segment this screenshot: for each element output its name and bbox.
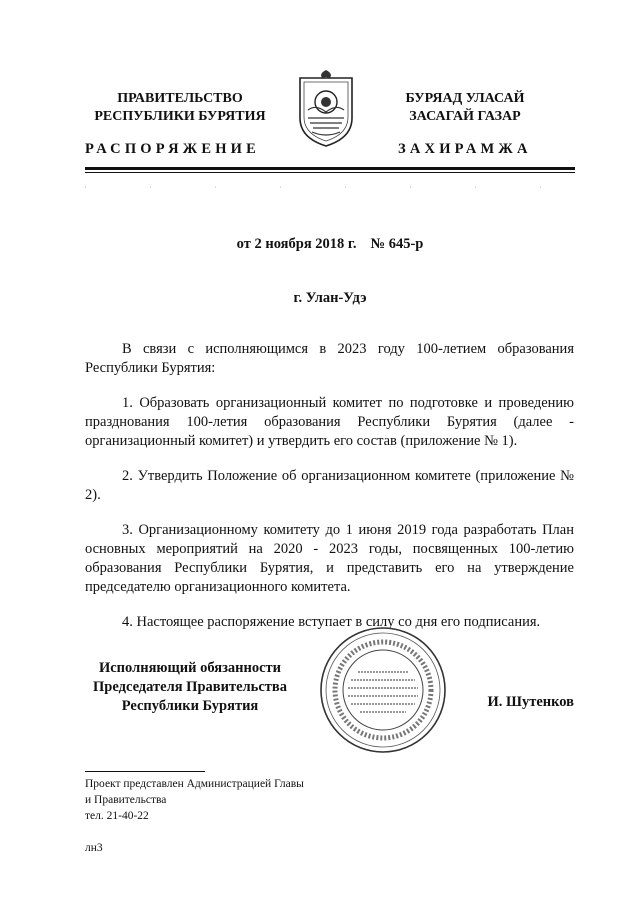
signatory-title-line1: Исполняющий обязанности [98, 660, 282, 676]
government-name-line2: РЕСПУБЛИКИ БУРЯТИЯ [94, 109, 266, 124]
footer-code: лн3 [85, 842, 103, 854]
document-date-number [85, 236, 575, 253]
body-paragraph: 2. Утвердить Положение об организационном комитете (приложение № 2). [85, 468, 574, 503]
document-type-buryat: ЗАХИРАМЖА [398, 141, 532, 157]
footer-note [85, 776, 304, 824]
document-date: от 2 ноября 2018 г. [236, 236, 357, 252]
document-number: № 645-р [370, 236, 424, 252]
government-name-line1: ПРАВИТЕЛЬСТВО [117, 91, 243, 106]
header-right [360, 90, 570, 126]
footer-phone: тел. 21-40-22 [85, 810, 149, 822]
government-name-buryat-line2: ЗАСАГАЙ ГАЗАР [409, 109, 521, 124]
footer-line1: Проект представлен Администрацией Главы [85, 778, 304, 790]
body-paragraph: 3. Организационному комитету до 1 июня 2019 года разработать План основных мероприятий на 2020 - 2023 годы, посвященных 100-летию образования Республики Бурятия, и представить его на утверждение председателю организационного комитета. [85, 522, 574, 595]
document-body [85, 340, 574, 648]
body-paragraph: В связи с исполняющимся в 2023 году 100-летием образования Республики Бурятия: [85, 341, 574, 376]
header-left [80, 90, 280, 126]
document-type-russian: РАСПОРЯЖЕНИЕ [85, 141, 261, 157]
footer-divider [85, 771, 205, 772]
signatory-title-line3: Республики Бурятия [121, 698, 259, 714]
footer-line2: и Правительства [85, 794, 167, 806]
coat-of-arms-icon [296, 68, 356, 148]
round-seal-icon [318, 625, 448, 755]
body-paragraph: 1. Образовать организационный комитет по подготовке и проведению празднования 100-летия образования Республики Бурятия (далее - организационный комитет) и утвердить его состав (приложение № 1). [85, 395, 574, 449]
header-dotted-line [85, 176, 575, 180]
signatory-title-line2: Председателя Правительства [93, 679, 287, 695]
header-divider-thin [85, 172, 575, 173]
signatory-name: И. Шутенков [487, 694, 574, 710]
body-paragraph: 4. Настоящее распоряжение вступает в силу со дня его подписания. [122, 614, 541, 630]
document-city: г. Улан-Удэ [293, 290, 367, 306]
header-divider-thick [85, 167, 575, 170]
signatory-title [85, 659, 295, 716]
government-name-buryat-line1: БУРЯАД УЛАСАЙ [405, 91, 525, 106]
